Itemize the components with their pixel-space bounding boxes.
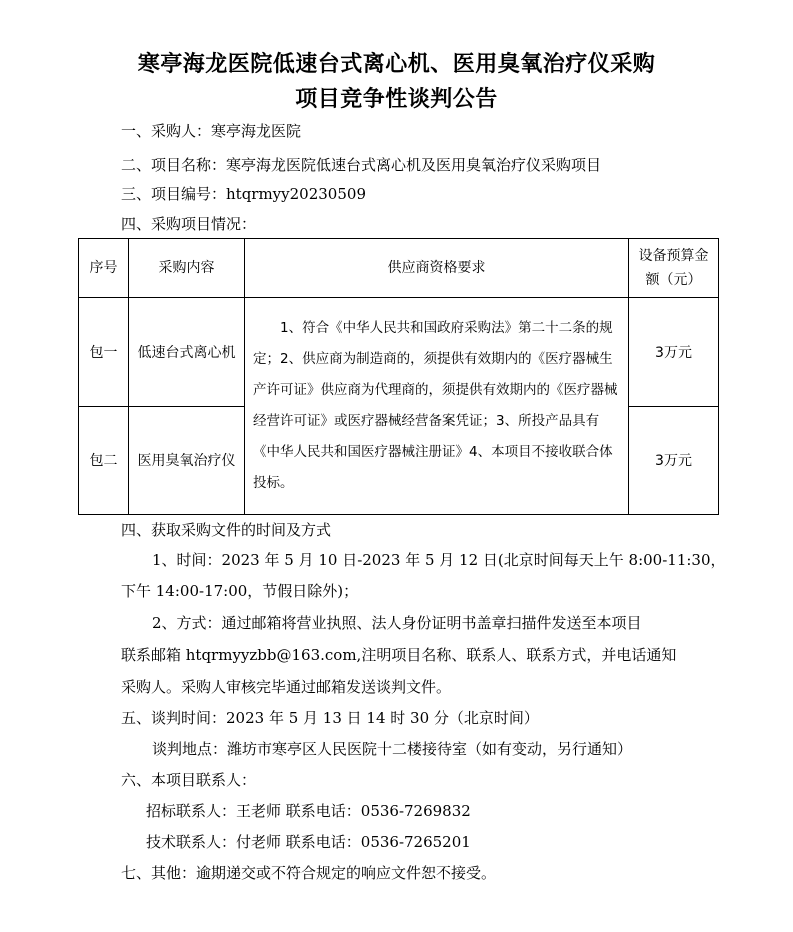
acquire-method-line1: 2、方式：通过邮箱将营业执照、法人身份证明书盖章扫描件发送至本项目 bbox=[152, 614, 642, 632]
header-no: 序号 bbox=[79, 239, 129, 298]
row2-budget: 3万元 bbox=[629, 406, 719, 515]
acquire-time-line2: 下午 14:00-17:00，节假日除外)； bbox=[121, 582, 359, 600]
project-situation-heading: 四、采购项目情况： bbox=[121, 215, 257, 233]
project-number-line: 三、项目编号：htqrmyy20230509 bbox=[121, 185, 366, 203]
acquire-time-line1: 1、时间：2023 年 5 月 10 日-2023 年 5 月 12 日(北京时间每天上午 8:00-11:30， bbox=[152, 551, 726, 569]
negotiation-time: 五、谈判时间：2023 年 5 月 13 日 14 时 30 分（北京时间） bbox=[121, 709, 539, 727]
row2-content: 医用臭氧治疗仪 bbox=[129, 406, 245, 515]
row1-no: 包一 bbox=[79, 298, 129, 407]
acquire-method-line2: 联系邮箱 htqrmyyzbb@163.com,注明项目名称、联系人、联系方式，并电话通知 bbox=[121, 646, 677, 664]
supplier-requirements: 1、符合《中华人民共和国政府采购法》第二十二条的规定；2、供应商为制造商的，须提供有效期内的《医疗器械生产许可证》供应商为代理商的，须提供有效期内的《医疗器械经营许可证》或医疗器械经营备案凭证；3、所投产品具有《中华人民共和国医疗器械注册证》4、本项目不接收联合体投标。 bbox=[245, 298, 629, 515]
acquire-heading: 四、获取采购文件的时间及方式 bbox=[121, 521, 332, 539]
announcement-title-line1: 寒亭海龙医院低速台式离心机、医用臭氧治疗仪采购 bbox=[137, 52, 656, 77]
negotiation-place: 谈判地点：潍坊市寒亭区人民医院十二楼接待室（如有变动，另行通知） bbox=[152, 740, 633, 758]
tech-contact: 技术联系人：付老师 联系电话：0536-7265201 bbox=[146, 833, 471, 851]
table-header-row bbox=[79, 239, 719, 298]
bid-contact: 招标联系人：王老师 联系电话：0536-7269832 bbox=[146, 802, 471, 820]
acquire-method-line3: 采购人。采购人审核完毕通过邮箱发送谈判文件。 bbox=[121, 678, 452, 696]
table-row bbox=[79, 298, 719, 407]
procurement-table bbox=[78, 238, 719, 515]
project-name-line: 二、项目名称：寒亭海龙医院低速台式离心机及医用臭氧治疗仪采购项目 bbox=[121, 156, 602, 174]
row1-content: 低速台式离心机 bbox=[129, 298, 245, 407]
header-content: 采购内容 bbox=[129, 239, 245, 298]
contacts-heading: 六、本项目联系人： bbox=[121, 771, 257, 789]
header-requirements: 供应商资格要求 bbox=[245, 239, 629, 298]
other-notice: 七、其他：逾期递交或不符合规定的响应文件恕不接受。 bbox=[121, 864, 497, 882]
header-budget: 设备预算金额（元） bbox=[629, 239, 719, 298]
announcement-title-line2: 项目竞争性谈判公告 bbox=[295, 87, 498, 112]
row2-no: 包二 bbox=[79, 406, 129, 515]
row1-budget: 3万元 bbox=[629, 298, 719, 407]
purchaser-line: 一、采购人：寒亭海龙医院 bbox=[121, 122, 302, 140]
